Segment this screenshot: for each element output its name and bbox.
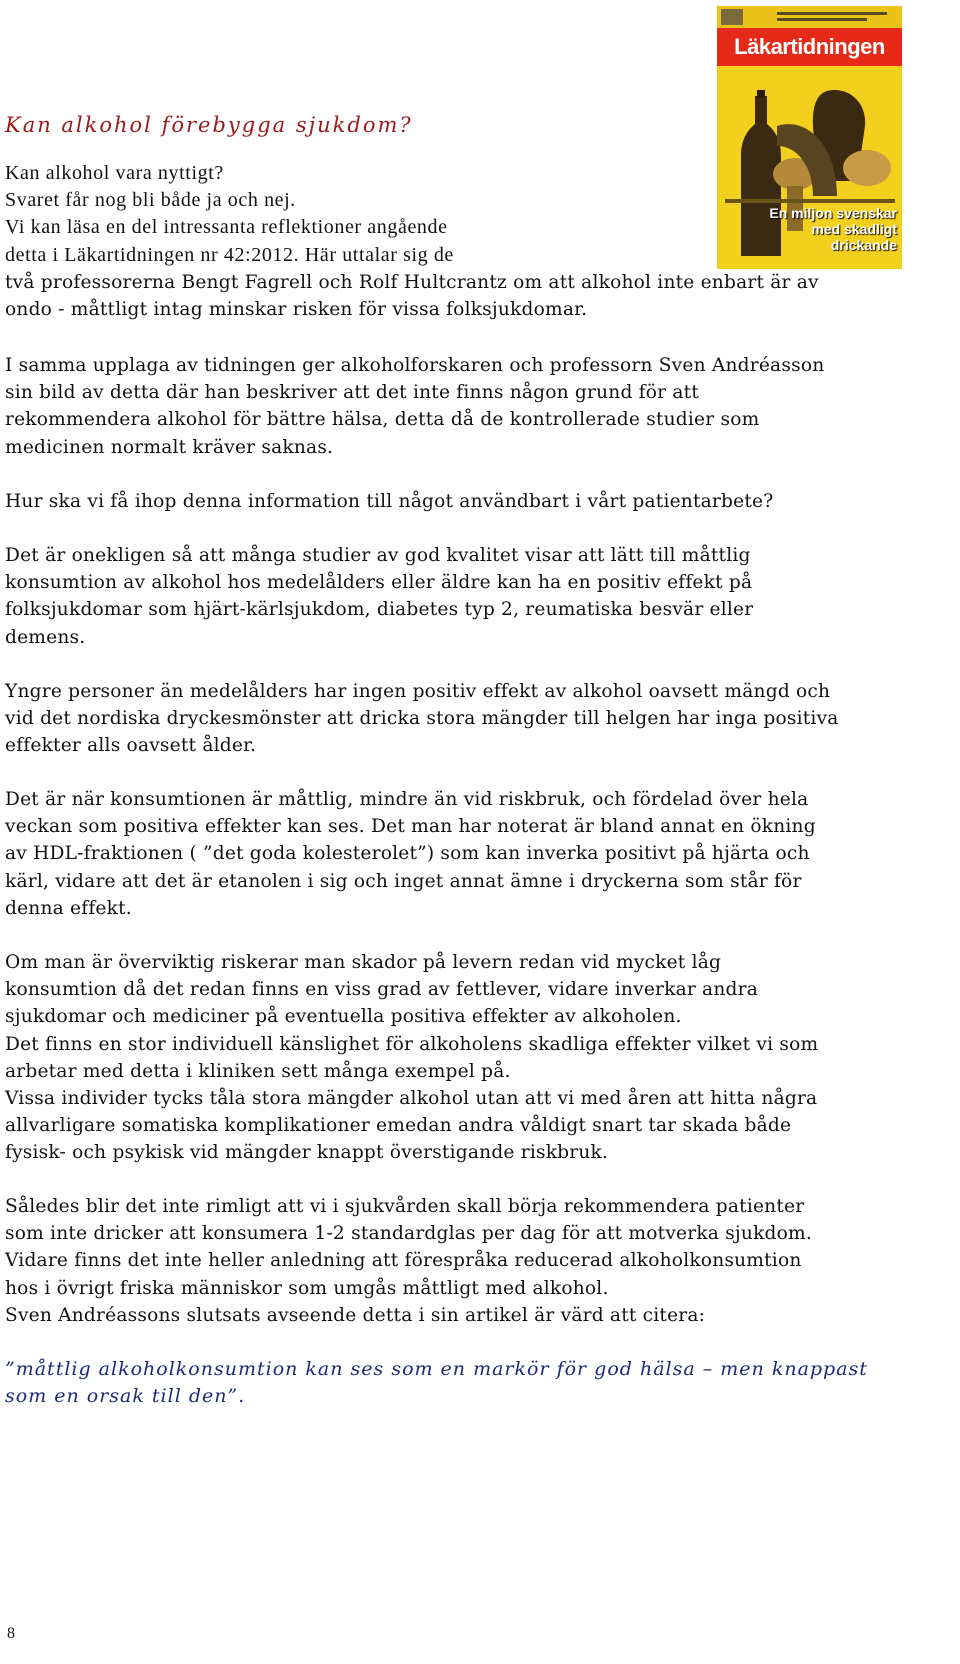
- text-line: denna effekt.: [5, 897, 132, 919]
- text-line: Svaret får nog bli både ja och nej.: [5, 189, 296, 212]
- paragraph: [5, 678, 953, 760]
- text-line: effekter alls oavsett ålder.: [5, 735, 257, 757]
- paragraph: [5, 949, 953, 1167]
- text-line: I samma upplaga av tidningen ger alkoholforskaren och professorn Sven Andréasson: [5, 355, 825, 376]
- text-line: demens.: [5, 626, 86, 648]
- text-line: Således blir det inte rimligt att vi i sjukvården skall börja rekommendera patienter: [5, 1196, 805, 1217]
- cover-headline: En miljon svenskar med skadligt drickande: [769, 205, 897, 253]
- text-line: sin bild av detta där han beskriver att det inte finns någon grund för att: [5, 382, 699, 404]
- text-line: folksjukdomar som hjärt-kärlsjukdom, diabetes typ 2, reumatiska besvär eller: [5, 599, 754, 621]
- quote-line: ”måttlig alkoholkonsumtion kan ses som en markör för god hälsa – men knappast: [5, 1358, 868, 1380]
- text-line: konsumtion då det redan finns en viss grad av fettlever, vidare inverkar andra: [5, 979, 758, 1001]
- text-line: Om man är överviktig riskerar man skador på levern redan vid mycket låg: [5, 952, 722, 973]
- document-page: [5, 0, 953, 1664]
- text-line: Hur ska vi få ihop denna information till något användbart i vårt patientarbete?: [5, 491, 774, 512]
- text-line: rekommendera alkohol för bättre hälsa, detta då de kontrollerade studier som: [5, 409, 760, 431]
- text-line: detta i Läkartidningen nr 42:2012. Här uttalar sig de: [5, 243, 454, 266]
- text-line: Det är onekligen så att många studier av god kvalitet visar att lätt till måttlig: [5, 545, 751, 566]
- text-line: Det är när konsumtionen är måttlig, mindre än vid riskbruk, och fördelad över hela: [5, 789, 809, 810]
- text-line: sjukdomar och mediciner på eventuella positiva effekter av alkoholen.: [5, 1006, 682, 1028]
- text-line: veckan som positiva effekter kan ses. Det man har noterat är bland annat en ökning: [5, 816, 816, 838]
- text-line: ondo - måttligt intag minskar risken för vissa folksjukdomar.: [5, 299, 588, 321]
- text-line: av HDL-fraktionen ( ”det goda kolesterolet”) som kan inverka positivt på hjärta och: [5, 843, 810, 865]
- text-line: Det finns en stor individuell känslighet för alkoholens skadliga effekter vilket vi som: [5, 1033, 819, 1055]
- text-line: hos i övrigt friska människor som umgås måttligt med alkohol.: [5, 1277, 609, 1299]
- text-line: Vi kan läsa en del intressanta reflektioner angående: [5, 216, 448, 239]
- text-line: vid det nordiska dryckesmönster att dricka stora mängder till helgen har inga positiva: [5, 708, 839, 730]
- quote: [5, 1356, 868, 1410]
- text-line: två professorerna Bengt Fagrell och Rolf Hultcrantz om att alkohol inte enbart är av: [5, 271, 819, 293]
- page-number: 8: [7, 1625, 15, 1642]
- text-line: kärl, vidare att det är etanolen i sig och inget annat ämne i dryckerna som står för: [5, 870, 802, 892]
- text-line: fysisk- och psykisk vid mängder knappt överstigande riskbruk.: [5, 1142, 609, 1164]
- text-line: Yngre personer än medelålders har ingen positiv effekt av alkohol oavsett mängd och: [5, 681, 831, 702]
- text-line: medicinen normalt kräver saknas.: [5, 436, 334, 458]
- article-title: Kan alkohol förebygga sjukdom?: [5, 113, 413, 137]
- paragraph: [5, 786, 953, 922]
- paragraph: [5, 542, 953, 651]
- paragraph: [5, 352, 953, 461]
- text-line: Vidare finns det inte heller anledning att förespråka reducerad alkoholkonsumtion: [5, 1250, 802, 1272]
- paragraph: [5, 1193, 953, 1329]
- text-line: arbetar med detta i kliniken sett många exempel på.: [5, 1060, 511, 1082]
- text-line: Vissa individer tycks tåla stora mängder alkohol utan att vi med åren att hitta några: [5, 1088, 818, 1110]
- intro-paragraph: [5, 160, 953, 323]
- paragraph: [5, 488, 953, 515]
- text-line: konsumtion av alkohol hos medelålders eller äldre kan ha en positiv effekt på: [5, 572, 753, 594]
- quote-line: som en orsak till den”.: [5, 1385, 246, 1408]
- text-line: allvarligare somatiska komplikationer emedan andra våldigt snart tar skada både: [5, 1115, 792, 1137]
- cover-masthead: Läkartidningen: [717, 28, 902, 66]
- text-line: som inte dricker att konsumera 1-2 standardglas per dag för att motverka sjukdom.: [5, 1223, 812, 1245]
- text-line: Kan alkohol vara nyttigt?: [5, 162, 224, 184]
- text-line: Sven Andréassons slutsats avseende detta i sin artikel är värd att citera:: [5, 1304, 706, 1326]
